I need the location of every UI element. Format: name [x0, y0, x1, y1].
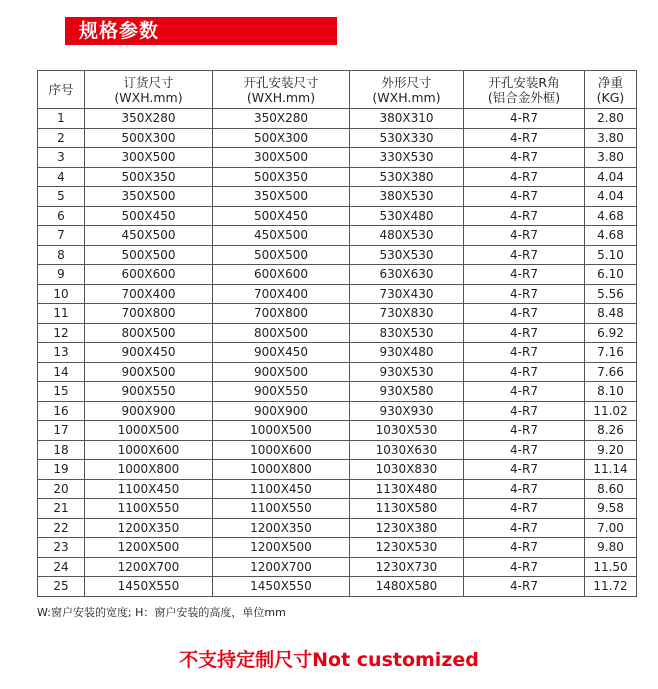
table-row: [38, 128, 637, 148]
table-cell-col-net-weight: 9.80: [585, 538, 637, 558]
table-cell-col-outer-size: 830X530: [350, 323, 464, 343]
table-row: [38, 518, 637, 538]
table-cell-col-order-size: 700X400: [85, 284, 213, 304]
table-cell-col-corner-radius: 4-R7: [464, 499, 585, 519]
header-label: 序号: [48, 82, 74, 97]
table-cell-col-index: 15: [38, 382, 85, 402]
table-cell-col-net-weight: 4.04: [585, 187, 637, 207]
table-row: [38, 557, 637, 577]
header-unit: (WXH.mm): [246, 89, 316, 105]
table-cell-col-corner-radius: 4-R7: [464, 362, 585, 382]
table-cell-col-index: 6: [38, 206, 85, 226]
table-row: [38, 304, 637, 324]
table-cell-col-order-size: 450X500: [85, 226, 213, 246]
table-cell-col-order-size: 900X450: [85, 343, 213, 363]
table-cell-col-order-size: 1200X350: [85, 518, 213, 538]
table-cell-col-index: 8: [38, 245, 85, 265]
table-cell-col-order-size: 900X550: [85, 382, 213, 402]
table-cell-col-net-weight: 7.16: [585, 343, 637, 363]
table-cell-col-outer-size: 930X530: [350, 362, 464, 382]
table-cell-col-order-size: 350X500: [85, 187, 213, 207]
table-cell-col-net-weight: 2.80: [585, 109, 637, 129]
table-cell-col-order-size: 900X900: [85, 401, 213, 421]
table-cell-col-order-size: 1100X450: [85, 479, 213, 499]
table-cell-col-net-weight: 6.10: [585, 265, 637, 285]
table-cell-col-index: 2: [38, 128, 85, 148]
table-cell-col-index: 4: [38, 167, 85, 187]
table-cell-col-index: 12: [38, 323, 85, 343]
table-cell-col-corner-radius: 4-R7: [464, 226, 585, 246]
table-cell-col-order-size: 500X300: [85, 128, 213, 148]
table-cell-col-outer-size: 1480X580: [350, 577, 464, 597]
table-cell-col-outer-size: 630X630: [350, 265, 464, 285]
table-cell-col-outer-size: 1130X580: [350, 499, 464, 519]
table-cell-col-order-size: 1100X550: [85, 499, 213, 519]
table-cell-col-corner-radius: 4-R7: [464, 421, 585, 441]
table-cell-col-cutout-size: 900X900: [213, 401, 350, 421]
table-cell-col-net-weight: 6.92: [585, 323, 637, 343]
header-unit: (WXH.mm): [372, 89, 441, 105]
table-row: [38, 382, 637, 402]
table-cell-col-order-size: 800X500: [85, 323, 213, 343]
table-cell-col-net-weight: 7.66: [585, 362, 637, 382]
header-col-index: [38, 71, 85, 109]
spec-table-header: [38, 71, 637, 109]
header-label: 开孔安装尺寸: [243, 74, 319, 90]
table-cell-col-outer-size: 730X830: [350, 304, 464, 324]
table-cell-col-cutout-size: 500X350: [213, 167, 350, 187]
table-cell-col-index: 23: [38, 538, 85, 558]
table-cell-col-cutout-size: 500X500: [213, 245, 350, 265]
table-cell-col-index: 18: [38, 440, 85, 460]
table-cell-col-corner-radius: 4-R7: [464, 167, 585, 187]
table-row: [38, 284, 637, 304]
table-cell-col-cutout-size: 500X450: [213, 206, 350, 226]
table-cell-col-order-size: 1000X500: [85, 421, 213, 441]
table-cell-col-cutout-size: 1000X500: [213, 421, 350, 441]
section-banner: [65, 17, 337, 45]
table-cell-col-order-size: 1450X550: [85, 577, 213, 597]
table-row: [38, 148, 637, 168]
table-row: [38, 167, 637, 187]
table-cell-col-net-weight: 4.68: [585, 226, 637, 246]
table-cell-col-outer-size: 1030X630: [350, 440, 464, 460]
size-note: W:窗户安装的宽度; H：窗户安装的高度，单位mm: [37, 606, 286, 619]
header-col-outer-size: [350, 71, 464, 109]
header-unit: (KG): [596, 89, 625, 105]
table-cell-col-net-weight: 11.72: [585, 577, 637, 597]
table-cell-col-cutout-size: 1000X800: [213, 460, 350, 480]
table-cell-col-cutout-size: 900X450: [213, 343, 350, 363]
table-cell-col-corner-radius: 4-R7: [464, 148, 585, 168]
table-row: [38, 362, 637, 382]
table-cell-col-cutout-size: 1100X550: [213, 499, 350, 519]
table-cell-col-net-weight: 9.58: [585, 499, 637, 519]
table-row: [38, 577, 637, 597]
table-row: [38, 323, 637, 343]
table-cell-col-cutout-size: 700X400: [213, 284, 350, 304]
table-cell-col-index: 25: [38, 577, 85, 597]
table-cell-col-index: 7: [38, 226, 85, 246]
table-cell-col-net-weight: 4.68: [585, 206, 637, 226]
table-cell-col-outer-size: 380X530: [350, 187, 464, 207]
section-title: 规格参数: [79, 20, 160, 42]
table-cell-col-outer-size: 930X580: [350, 382, 464, 402]
table-cell-col-corner-radius: 4-R7: [464, 304, 585, 324]
table-cell-col-corner-radius: 4-R7: [464, 265, 585, 285]
table-cell-col-net-weight: 11.02: [585, 401, 637, 421]
table-cell-col-corner-radius: 4-R7: [464, 479, 585, 499]
table-cell-col-order-size: 600X600: [85, 265, 213, 285]
table-cell-col-outer-size: 480X530: [350, 226, 464, 246]
table-cell-col-cutout-size: 300X500: [213, 148, 350, 168]
table-cell-col-index: 20: [38, 479, 85, 499]
spec-table: [37, 70, 637, 597]
table-cell-col-net-weight: 3.80: [585, 148, 637, 168]
table-cell-col-order-size: 500X450: [85, 206, 213, 226]
table-cell-col-net-weight: 9.20: [585, 440, 637, 460]
header-col-order-size: [85, 71, 213, 109]
table-cell-col-order-size: 350X280: [85, 109, 213, 129]
table-row: [38, 538, 637, 558]
table-cell-col-net-weight: 11.50: [585, 557, 637, 577]
table-cell-col-index: 22: [38, 518, 85, 538]
table-cell-col-index: 16: [38, 401, 85, 421]
table-cell-col-outer-size: 1230X530: [350, 538, 464, 558]
table-cell-col-cutout-size: 350X500: [213, 187, 350, 207]
table-cell-col-cutout-size: 900X500: [213, 362, 350, 382]
table-row: [38, 206, 637, 226]
table-cell-col-corner-radius: 4-R7: [464, 538, 585, 558]
table-cell-col-index: 19: [38, 460, 85, 480]
table-cell-col-net-weight: 8.48: [585, 304, 637, 324]
table-cell-col-corner-radius: 4-R7: [464, 440, 585, 460]
table-cell-col-index: 10: [38, 284, 85, 304]
table-row: [38, 109, 637, 129]
table-cell-col-net-weight: 4.04: [585, 167, 637, 187]
table-cell-col-order-size: 500X500: [85, 245, 213, 265]
table-cell-col-cutout-size: 450X500: [213, 226, 350, 246]
table-cell-col-outer-size: 530X330: [350, 128, 464, 148]
table-row: [38, 265, 637, 285]
table-cell-col-net-weight: 8.10: [585, 382, 637, 402]
table-cell-col-index: 5: [38, 187, 85, 207]
table-cell-col-net-weight: 8.60: [585, 479, 637, 499]
table-cell-col-corner-radius: 4-R7: [464, 518, 585, 538]
table-cell-col-cutout-size: 700X800: [213, 304, 350, 324]
table-cell-col-corner-radius: 4-R7: [464, 187, 585, 207]
header-col-net-weight: [585, 71, 637, 109]
header-unit: (铝合金外框): [487, 89, 561, 105]
header-row: [38, 71, 637, 109]
header-label: 订货尺寸: [123, 74, 174, 90]
table-cell-col-order-size: 700X800: [85, 304, 213, 324]
header-col-corner-radius: [464, 71, 585, 109]
table-cell-col-index: 11: [38, 304, 85, 324]
table-cell-col-cutout-size: 900X550: [213, 382, 350, 402]
table-cell-col-corner-radius: 4-R7: [464, 460, 585, 480]
table-cell-col-cutout-size: 1200X500: [213, 538, 350, 558]
spec-table-body: [38, 109, 637, 597]
table-cell-col-corner-radius: 4-R7: [464, 245, 585, 265]
table-row: [38, 343, 637, 363]
header-label: 外形尺寸: [381, 74, 432, 90]
table-row: [38, 226, 637, 246]
header-col-cutout-size: [213, 71, 350, 109]
table-cell-col-cutout-size: 1450X550: [213, 577, 350, 597]
table-row: [38, 421, 637, 441]
table-row: [38, 440, 637, 460]
table-cell-col-order-size: 1000X800: [85, 460, 213, 480]
table-cell-col-net-weight: 3.80: [585, 128, 637, 148]
table-cell-col-outer-size: 1130X480: [350, 479, 464, 499]
table-cell-col-index: 13: [38, 343, 85, 363]
table-row: [38, 187, 637, 207]
table-cell-col-cutout-size: 1000X600: [213, 440, 350, 460]
table-cell-col-cutout-size: 600X600: [213, 265, 350, 285]
table-cell-col-net-weight: 5.10: [585, 245, 637, 265]
table-row: [38, 499, 637, 519]
table-cell-col-corner-radius: 4-R7: [464, 109, 585, 129]
table-cell-col-index: 3: [38, 148, 85, 168]
table-cell-col-order-size: 1000X600: [85, 440, 213, 460]
table-cell-col-order-size: 1200X500: [85, 538, 213, 558]
table-cell-col-order-size: 900X500: [85, 362, 213, 382]
table-cell-col-index: 1: [38, 109, 85, 129]
table-cell-col-outer-size: 530X380: [350, 167, 464, 187]
table-row: [38, 245, 637, 265]
table-row: [38, 460, 637, 480]
table-cell-col-order-size: 500X350: [85, 167, 213, 187]
table-cell-col-index: 14: [38, 362, 85, 382]
table-cell-col-cutout-size: 800X500: [213, 323, 350, 343]
table-cell-col-net-weight: 7.00: [585, 518, 637, 538]
table-cell-col-outer-size: 380X310: [350, 109, 464, 129]
table-cell-col-corner-radius: 4-R7: [464, 557, 585, 577]
table-cell-col-index: 9: [38, 265, 85, 285]
header-unit: (WXH.mm): [114, 89, 183, 105]
table-cell-col-cutout-size: 1100X450: [213, 479, 350, 499]
table-cell-col-outer-size: 930X930: [350, 401, 464, 421]
header-label: 净重: [597, 74, 623, 90]
table-cell-col-net-weight: 11.14: [585, 460, 637, 480]
table-cell-col-corner-radius: 4-R7: [464, 128, 585, 148]
header-label: 开孔安装R角: [488, 74, 560, 90]
table-cell-col-corner-radius: 4-R7: [464, 401, 585, 421]
table-cell-col-corner-radius: 4-R7: [464, 206, 585, 226]
table-cell-col-outer-size: 1030X830: [350, 460, 464, 480]
table-row: [38, 401, 637, 421]
table-cell-col-order-size: 1200X700: [85, 557, 213, 577]
table-cell-col-index: 24: [38, 557, 85, 577]
table-cell-col-index: 21: [38, 499, 85, 519]
table-cell-col-outer-size: 1030X530: [350, 421, 464, 441]
table-cell-col-cutout-size: 1200X350: [213, 518, 350, 538]
table-cell-col-order-size: 300X500: [85, 148, 213, 168]
table-cell-col-outer-size: 530X480: [350, 206, 464, 226]
table-cell-col-outer-size: 330X530: [350, 148, 464, 168]
table-cell-col-outer-size: 730X430: [350, 284, 464, 304]
table-cell-col-outer-size: 530X530: [350, 245, 464, 265]
table-cell-col-net-weight: 8.26: [585, 421, 637, 441]
table-cell-col-net-weight: 5.56: [585, 284, 637, 304]
table-cell-col-cutout-size: 1200X700: [213, 557, 350, 577]
table-cell-col-cutout-size: 350X280: [213, 109, 350, 129]
table-cell-col-cutout-size: 500X300: [213, 128, 350, 148]
table-cell-col-index: 17: [38, 421, 85, 441]
table-cell-col-corner-radius: 4-R7: [464, 284, 585, 304]
table-cell-col-outer-size: 1230X730: [350, 557, 464, 577]
table-cell-col-outer-size: 930X480: [350, 343, 464, 363]
table-cell-col-corner-radius: 4-R7: [464, 577, 585, 597]
no-customization-notice: 不支持定制尺寸Not customized: [179, 649, 479, 671]
table-row: [38, 479, 637, 499]
table-cell-col-corner-radius: 4-R7: [464, 343, 585, 363]
table-cell-col-corner-radius: 4-R7: [464, 323, 585, 343]
table-cell-col-corner-radius: 4-R7: [464, 382, 585, 402]
table-cell-col-outer-size: 1230X380: [350, 518, 464, 538]
